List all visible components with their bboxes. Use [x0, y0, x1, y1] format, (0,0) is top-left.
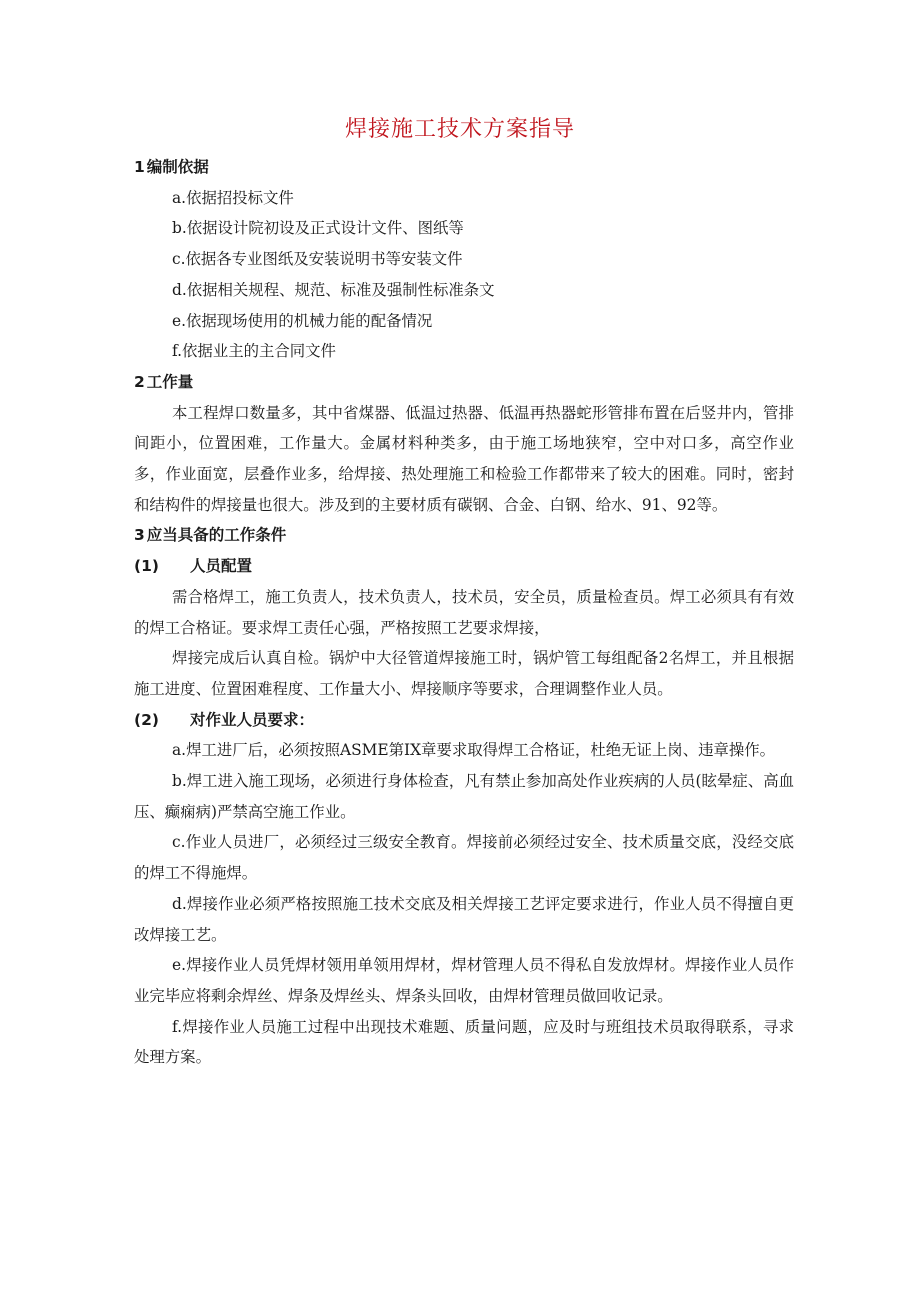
basis-item-e: e.依据现场使用的机械力能的配备情况 — [172, 311, 433, 330]
subsection-heading-1 — [134, 551, 794, 582]
section-number: 3 — [134, 526, 145, 545]
requirement-paragraph-e: e.焊接作业人员凭焊材领用单领用焊材，焊材管理人员不得私自发放焊材。焊接作业人员作业完毕应将剩余焊丝、焊条及焊丝头、焊条头回收，由焊材管理员做回收记录。 — [134, 956, 794, 1005]
section-number: 1 — [134, 158, 145, 176]
requirement-paragraph-a: a.焊工进厂后，必须按照ASME第IX章要求取得焊工合格证，杜绝无证上岗、违章操作。 — [172, 741, 776, 760]
subsection-number: (1) — [134, 557, 159, 576]
requirement-paragraph-c: c.作业人员进厂，必须经过三级安全教育。焊接前必须经过安全、技术质量交底，没经交底的焊工不得施焊。 — [134, 833, 794, 883]
requirement-paragraph-b: b.焊工进入施工现场，必须进行身体检查，凡有禁止参加高处作业疾病的人员(眩晕症、高血压、癫痫病)严禁高空施工作业。 — [134, 772, 794, 821]
basis-item-c: c.依据各专业图纸及安装说明书等安装文件 — [172, 250, 463, 269]
section-title: 工作量 — [146, 372, 194, 391]
subsection-title: 人员配置 — [190, 557, 253, 576]
document-title: 焊接施工技术方案指导 — [344, 117, 575, 142]
basis-item-d: d.依据相关规程、规范、标准及强制性标准条文 — [172, 280, 495, 299]
section-number: 2 — [134, 372, 145, 391]
workload-paragraph: 本工程焊口数量多，其中省煤器、低温过热器、低温再热器蛇形管排布置在后竖井内，管排间距小，位置困难，工作量大。金属材料种类多，由于施工场地狭窄，空中对口多，高空作业多，作业面宽，层叠作业多，给焊接、热处理施工和检验工作都带来了较大的困难。同时，密封和结构件的焊接量也很大。涉及到的主要材质有碳钢、合金、白钢、给水、91、92等。 — [134, 403, 794, 514]
subsection-number: (2) — [134, 710, 159, 729]
requirement-paragraph-f: f.焊接作业人员施工过程中出现技术难题、质量问题，应及时与班组技术员取得联系，寻求处理方案。 — [134, 1017, 794, 1067]
basis-item-b: b.依据设计院初设及正式设计文件、图纸等 — [172, 219, 464, 238]
document-body — [134, 152, 794, 1073]
section-heading-2 — [134, 367, 794, 398]
subsection-title: 对作业人员要求： — [190, 710, 315, 729]
section-heading-3 — [134, 520, 794, 551]
staffing-paragraph-1: 需合格焊工，施工负责人，技术负责人，技术员，安全员，质量检查员。焊工必须具有有效的焊工合格证。要求焊工责任心强，严格按照工艺要求焊接， — [134, 587, 794, 637]
basis-item-f: f.依据业主的主合同文件 — [172, 342, 336, 361]
section-heading-1 — [134, 152, 794, 183]
subsection-heading-2 — [134, 705, 794, 736]
basis-item-a: a.依据招投标文件 — [172, 188, 294, 207]
staffing-paragraph-2: 焊接完成后认真自检。锅炉中大径管道焊接施工时，锅炉管工每组配备2名焊工，并且根据施工进度、位置困难程度、工作量大小、焊接顺序等要求，合理调整作业人员。 — [134, 649, 794, 698]
requirement-paragraph-d: d.焊接作业必须严格按照施工技术交底及相关焊接工艺评定要求进行，作业人员不得擅自更改焊接工艺。 — [134, 894, 794, 944]
section-title: 应当具备的工作条件 — [146, 526, 287, 545]
section-title: 编制依据 — [146, 158, 209, 176]
